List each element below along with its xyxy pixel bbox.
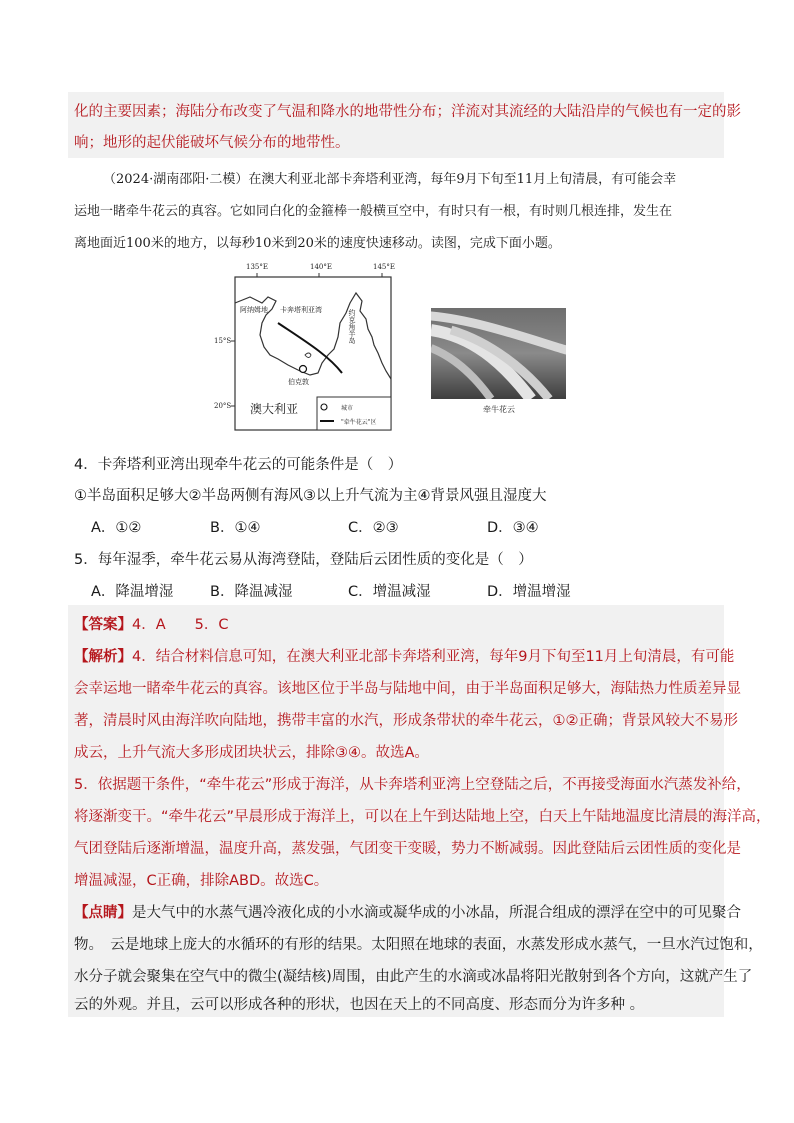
q5-option-b[interactable]: B．降温减湿 [210, 584, 293, 600]
analysis-line-4: 成云，上升气流大多形成团块状云，排除③④。故选A。 [74, 745, 429, 761]
q4-option-a[interactable]: A．①② [91, 520, 142, 536]
lon-140-label: 140°E [310, 263, 332, 271]
intro-line-1: 化的主要因素；海陆分布改变了气温和降水的地带性分布；洋流对其流经的大陆沿岸的气候也有一定的影 [74, 104, 741, 120]
analysis-line-6: 将逐渐变干。“牵牛花云”早晨形成于海洋上，可以在上午到达陆地上空，白天上午陆地温度比清晨的海洋高， [74, 809, 771, 825]
q4-option-b[interactable]: B．①④ [210, 520, 261, 536]
q4-option-c[interactable]: C．②③ [348, 520, 399, 536]
legend-zone-label: "牵牛花云"区 [341, 419, 377, 426]
passage-line-3: 离地面近100米的地方，以每秒10米到20米的速度快速移动。读图，完成下面小题。 [74, 236, 561, 251]
tip-line-2: 物。 云是地球上庞大的水循环的有形的结果。太阳照在地球的表面，水蒸发形成水蒸气，一旦水汽过饱和， [74, 937, 763, 953]
passage-line-2: 运地一睹牵牛花云的真容。它如同白化的金箍棒一般横亘空中，有时只有一根，有时则几根连排，发生在 [74, 204, 673, 219]
australia-label: 澳大利亚 [250, 402, 299, 416]
passage-line-1: （2024·湖南邵阳·二模）在澳大利亚北部卡奔塔利亚湾，每年9月下旬至11月上旬清晨，有可能会幸 [103, 172, 677, 187]
cape-york-label: 约克角半岛 [348, 309, 356, 344]
analysis-line-5: 5．依据题干条件，“牵牛花云”形成于海洋，从卡奔塔利亚湾上空登陆之后，不再接受海面水汽蒸发补给， [74, 777, 751, 793]
q4-stem: 4．卡奔塔利亚湾出现牵牛花云的可能条件是（ ） [74, 457, 403, 473]
photo-caption: 牵牛花云 [483, 405, 515, 414]
q5-option-a[interactable]: A．降温增湿 [91, 584, 174, 600]
analysis-text-1: 4．结合材料信息可知，在澳大利亚北部卡奔塔利亚湾，每年9月下旬至11月上旬清晨，有可能 [132, 649, 735, 665]
arnhem-label: 阿纳姆地 [240, 306, 268, 314]
legend-city-label: 城市 [341, 405, 354, 412]
intro-line-2: 响；地形的起伏能破坏气候分布的地带性。 [74, 135, 350, 151]
q5-stem: 5．每年湿季，牵牛花云易从海湾登陆，登陆后云团性质的变化是（ ） [74, 552, 533, 568]
tip-line-4: 云的外观。并且，云可以形成各种的形状，也因在天上的不同高度、形态而分为许多种 。 [74, 997, 645, 1013]
answer-text: 4．A 5．C [132, 617, 229, 633]
analysis-line-1 [74, 645, 734, 666]
map-svg [210, 263, 400, 433]
lat-15-label: 15°S [214, 337, 232, 345]
tip-tag: 【点睛】 [74, 905, 132, 921]
tip-line-1 [74, 901, 741, 922]
q5-option-c[interactable]: C．增温减湿 [348, 584, 431, 600]
lon-135-label: 135°E [246, 263, 268, 271]
cloud-photo [431, 308, 566, 399]
burketown-label: 伯克敦 [288, 378, 309, 386]
analysis-line-7: 气团登陆后逐渐增温，温度升高，蒸发强，气团变干变暖，势力不断减弱。因此登陆后云团性质的变化是 [74, 841, 741, 857]
answer-tag: 【答案】 [74, 617, 132, 633]
map-figure [210, 263, 400, 433]
tip-text-1: 是大气中的水蒸气遇冷液化成的小水滴或凝华成的小冰晶，所混合组成的漂浮在空中的可见聚合 [132, 905, 741, 921]
gulf-label: 卡奔塔利亚湾 [280, 306, 322, 314]
analysis-line-8: 增温减湿，C正确，排除ABD。故选C。 [74, 873, 329, 889]
q4-conditions: ①半岛面积足够大②半岛两侧有海风③以上升气流为主④背景风强且湿度大 [74, 488, 547, 504]
q5-option-d[interactable]: D．增温增湿 [487, 584, 571, 600]
answer-line [74, 613, 229, 634]
analysis-line-3: 著，清晨时风由海洋吹向陆地，携带丰富的水汽，形成条带状的牵牛花云，①②正确；背景风较大不易形 [74, 713, 738, 729]
tip-line-3: 水分子就会聚集在空气中的微尘(凝结核)周围，由此产生的水滴或冰晶将阳光散射到各个方向，这就产生了 [74, 969, 753, 985]
lat-20-label: 20°S [214, 402, 232, 410]
analysis-line-2: 会幸运地一睹牵牛花云的真容。该地区位于半岛与陆地中间，由于半岛面积足够大，海陆热力性质差异显 [74, 681, 741, 697]
lon-145-label: 145°E [373, 263, 395, 271]
analysis-tag: 【解析】 [74, 649, 132, 665]
q4-option-d[interactable]: D．③④ [487, 520, 539, 536]
